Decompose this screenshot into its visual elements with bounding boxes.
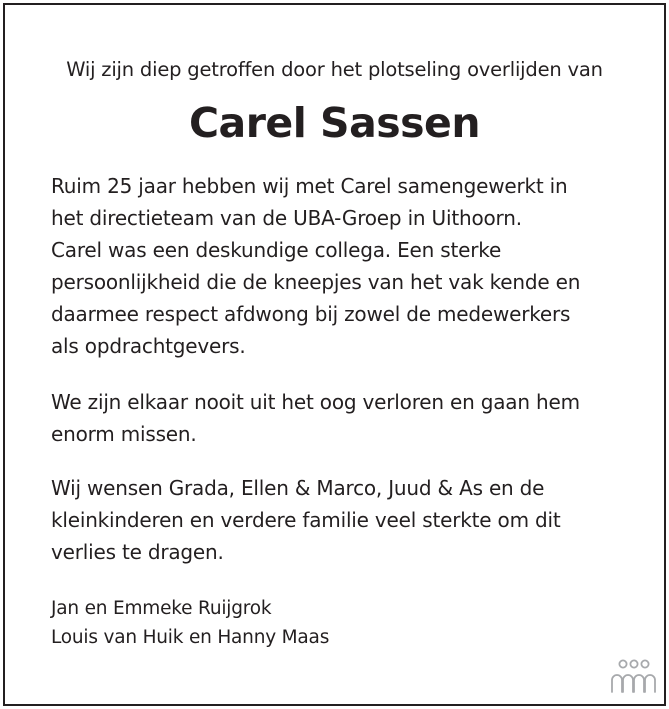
paragraph-line: We zijn elkaar nooit uit het oog verloren en gaan hem (51, 390, 580, 414)
paragraph-line: Carel was een deskundige collega. Een sterke (51, 238, 502, 262)
signatory-name: Jan en Emmeke Ruijgrok (51, 598, 272, 619)
paragraph-line: verlies te dragen. (51, 540, 224, 564)
paragraph-line: het directieteam van de UBA-Groep in Uithoorn. (51, 206, 522, 230)
paragraph-line: enorm missen. (51, 422, 197, 446)
paragraph-line: persoonlijkheid die de kneepjes van het vak kende en (51, 270, 581, 294)
family-people-icon-body (612, 675, 622, 692)
family-people-icon-body (645, 675, 655, 692)
paragraph-line: kleinkinderen en verdere familie veel sterkte om dit (51, 508, 561, 532)
paragraph-line: Wij wensen Grada, Ellen & Marco, Juud & As en de (51, 476, 545, 500)
family-people-icon (608, 658, 658, 696)
family-people-icon-head (641, 660, 648, 667)
signatory-name: Louis van Huik en Hanny Maas (51, 627, 330, 648)
family-people-icon-body (634, 675, 644, 692)
family-people-icon-body (623, 675, 633, 692)
signatories (51, 594, 329, 652)
paragraph-missing (51, 386, 580, 450)
intro-line: Wij zijn diep getroffen door het plotseling overlijden van (66, 58, 603, 81)
paragraph-line: Ruim 25 jaar hebben wij met Carel samengewerkt in (51, 174, 568, 198)
paragraph-condolences (51, 472, 561, 568)
paragraph-line: daarmee respect afdwong bij zowel de medewerkers (51, 302, 571, 326)
deceased-name: Carel Sassen (188, 99, 481, 147)
family-people-icon-head (619, 660, 626, 667)
paragraph-line: als opdrachtgevers. (51, 334, 246, 358)
paragraph-tribute (51, 170, 580, 362)
family-people-icon-head (630, 660, 637, 667)
